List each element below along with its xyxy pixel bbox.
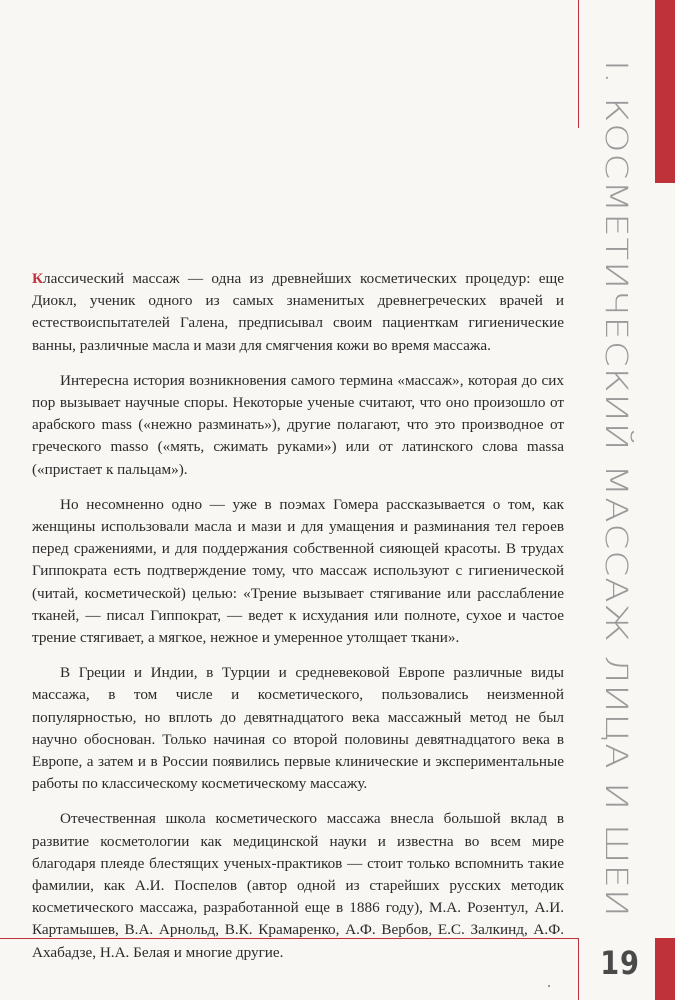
paragraph-1 bbox=[32, 268, 564, 357]
chapter-title-text: I. КОСМЕТИЧЕСКИЙ МАССАЖ ЛИЦА И ШЕИ bbox=[598, 60, 634, 918]
vertical-rule-bottom bbox=[578, 938, 579, 1000]
vertical-rule-top bbox=[578, 0, 579, 128]
body-text bbox=[32, 268, 564, 977]
paragraph-1-text: лассический массаж — одна из древнейших косметических процедур: еще Диокл, ученик одного из самых знаменитых древнегреческих врачей и естествоиспытателей Галена, предписывал своим пациенткам гигиенические ванны, различные масла и мази для смягчения кожи во время массажа. bbox=[32, 270, 564, 354]
footer-rule bbox=[0, 938, 578, 939]
paragraph-3: Но несомненно одно — уже в поэмах Гомера рассказывается о том, как женщины использовали масла и мази и для умащения и разминания тел героев перед сражениями, и для поддержания собственной сияющей красоты. В трудах Гиппократа есть подтверждение тому, что массаж используют с гигиенической (читай, косметической) целью: «Трение вызывает стягивание или расслабление тканей, — писал Гиппократ, — ведет к исхудания или полноте, сухое и частое трение стягивает, а мягкое, нежное и умеренное утолщает ткани». bbox=[32, 495, 564, 647]
paragraph-2: Интересна история возникновения самого термина «массаж», которая до сих пор вызывает научные споры. Некоторые ученые считают, что оно произошло от арабского mass («нежно разминать»), другие полагают, что это производное от греческого masso («мять, сжимать руками») или от латинского слова massa («пристает к пальцам»). bbox=[32, 371, 564, 478]
print-speck bbox=[548, 985, 550, 987]
red-tab-top bbox=[655, 0, 675, 183]
page-number: 19 bbox=[600, 944, 640, 982]
paragraph-5: Отечественная школа косметического массажа внесла большой вклад в развитие косметологии как медицинской науки и известна во всем мире благодаря плеяде блестящих ученых-практиков — стоит только вспомнить такие фамилии, как А.И. Поспелов (автор одной из старейших русских методик косметического массажа, разработанной еще в 1886 году), М.А. Розентул, А.И. Картамышев, В.А. Арнольд, В.К. Крамаренко, А.Ф. Вербов, Е.С. Залкинд, А.Ф. Ахабадзе, Н.А. Белая и многие другие. bbox=[32, 810, 564, 961]
paragraph-4: В Греции и Индии, в Турции и средневековой Европе различные виды массажа, в том числе и косметического, пользовались неизменной популярностью, но вплоть до девятнадцатого века массажный метод не был научно обоснован. Только начиная со второй половины девятнадцатого века в Европе, а затем и в России появились первые клинические и экспериментальные работы по классическому косметическому массажу. bbox=[32, 664, 564, 793]
red-tab-bottom bbox=[655, 938, 675, 1000]
drop-cap: К bbox=[32, 270, 44, 287]
chapter-title bbox=[580, 60, 652, 918]
